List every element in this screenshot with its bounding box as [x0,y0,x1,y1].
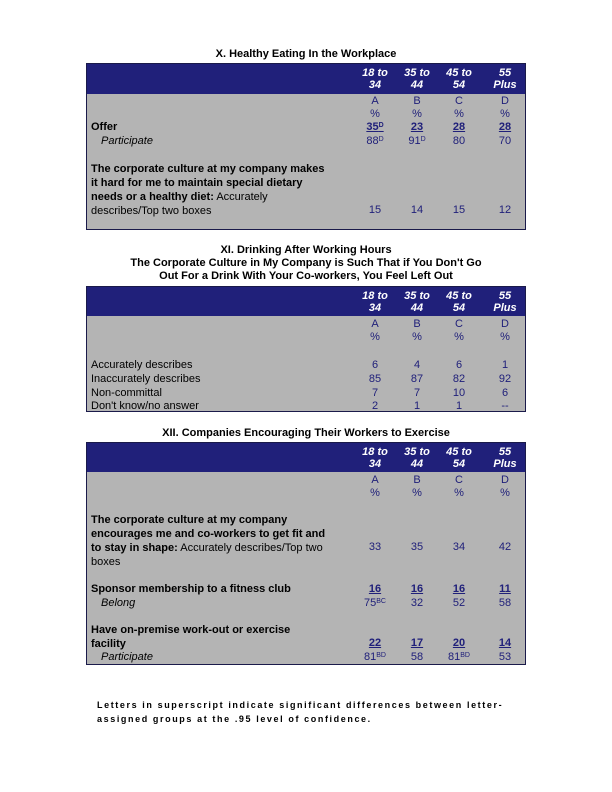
col-letter: C % [454,318,464,343]
col-header-c: 45 to 54 [446,290,472,314]
table-cell: 2 [371,400,379,412]
col-header-c: 45 to 54 [446,67,472,91]
table-cell: -- [501,400,509,412]
section-10-header [87,64,525,94]
col-header-a: 18 to 34 [362,290,388,314]
col-header-a: 18 to 34 [362,67,388,91]
col-header-b: 35 to 44 [404,446,430,470]
section-12-table [86,442,526,665]
col-letter: A % [370,318,380,343]
row-label: Inaccurately describes [91,373,201,385]
row-label-sponsor: Sponsor membership to a fitness club [91,583,291,595]
cell-onsite: 14 [498,637,512,649]
col-letter: A % [370,474,380,499]
col-header-d: 55 Plus [493,67,517,91]
col-letter: A % [370,95,380,120]
col-letter: D % [500,95,510,120]
col-letter: B % [412,318,422,343]
row-label-participate: Participate [101,651,153,663]
cell-diet-culture: 14 [410,204,424,216]
col-letter: D % [500,474,510,499]
cell-offer: 23 [410,121,424,133]
row-label: Accurately describes [91,359,193,371]
col-letter: B % [412,95,422,120]
row-label-onsite: Have on-premise work-out or exercise facility [91,624,291,650]
cell-exercise-culture: 34 [452,541,466,553]
col-header-d: 55 Plus [493,446,517,470]
cell-participate: 58 [410,651,424,663]
row-label: Non-committal [91,387,162,399]
cell-participate: $81^{BD}$ [364,651,386,663]
col-header-d: 55 Plus [493,290,517,314]
table-cell: 82 [452,373,466,385]
cell-belong: $75^{BC}$ [364,597,386,609]
col-letter: D % [500,318,510,343]
table-cell: 1 [413,400,421,412]
table-cell: 4 [413,359,421,371]
col-header-b: 35 to 44 [404,67,430,91]
row-label-participate: Participate [101,135,153,147]
cell-sponsor: 16 [410,583,424,595]
col-letter: C % [454,474,464,499]
section-11-header [87,287,525,316]
cell-sponsor: 11 [499,583,511,595]
section-11-title: XI. Drinking After Working Hours The Corporate Culture in My Company is Such That if You Don't Go Out For a Drink With Your Co-workers, You Feel Left Out [130,244,482,282]
table-cell: 10 [452,387,466,399]
cell-sponsor: 16 [452,583,466,595]
cell-participate: 80 [452,135,466,147]
table-cell: 6 [501,387,509,399]
table-cell: 1 [501,359,509,371]
col-header-a: 18 to 34 [362,446,388,470]
cell-exercise-culture: 42 [498,541,512,553]
cell-participate: $81^{BD}$ [448,651,470,663]
footnote: Letters in superscript indicate significant differences between letter- assigned groups at the .95 level of confidence. [97,700,504,724]
table-cell: 7 [413,387,421,399]
row-label-diet-culture: The corporate culture at my company makes it hard for me to maintain special dietary needs or a healthy diet: Accurately describes/Top two boxes [91,163,325,217]
section-11-table [86,286,526,412]
col-header-b: 35 to 44 [404,290,430,314]
cell-offer: 28 [452,121,466,133]
table-cell: 92 [498,373,512,385]
row-label-belong: Belong [101,597,136,609]
row-label-exercise-culture: The corporate culture at my company encourages me and co-workers to get fit and to stay in shape: Accurately describes/Top two boxes [91,514,326,568]
cell-participate: $91^D$ [408,135,426,147]
table-cell: 6 [455,359,463,371]
cell-diet-culture: 15 [452,204,466,216]
section-12-title: XII. Companies Encouraging Their Workers to Exercise [162,427,450,439]
cell-belong: 58 [498,597,512,609]
col-header-c: 45 to 54 [446,446,472,470]
cell-onsite: 22 [368,637,382,649]
cell-participate: 53 [498,651,512,663]
cell-onsite: 20 [452,637,466,649]
cell-diet-culture: 15 [368,204,382,216]
table-cell: 87 [410,373,424,385]
cell-exercise-culture: 35 [410,541,424,553]
cell-participate: 70 [498,135,512,147]
cell-exercise-culture: 33 [368,541,382,553]
cell-belong: 32 [410,597,424,609]
section-10-table [86,63,526,230]
row-label: Don't know/no answer [91,400,199,412]
col-letter: C % [454,95,464,120]
cell-offer: $35^D$ [366,121,384,133]
cell-participate: $88^D$ [366,135,384,147]
section-12-header [87,443,525,472]
cell-offer: 28 [498,121,512,133]
table-cell: 7 [371,387,379,399]
row-label-offer: Offer [91,121,118,133]
cell-belong: 52 [452,597,466,609]
cell-diet-culture: 12 [498,204,512,216]
table-cell: 1 [455,400,463,412]
table-cell: 85 [368,373,382,385]
col-letter: B % [412,474,422,499]
cell-onsite: 17 [410,637,424,649]
cell-sponsor: 16 [368,583,382,595]
table-cell: 6 [371,359,379,371]
section-10-title: X. Healthy Eating In the Workplace [215,48,397,60]
